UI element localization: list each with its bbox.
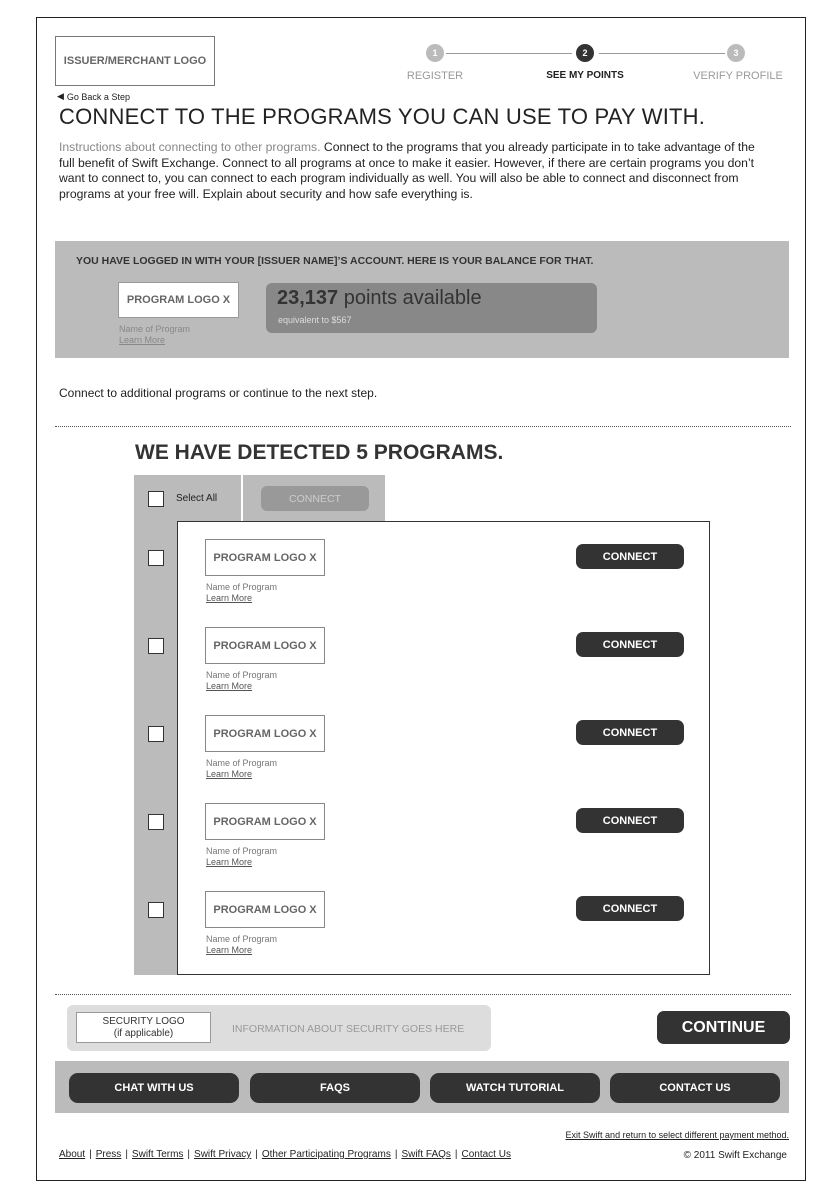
- program-checkbox[interactable]: [148, 726, 164, 742]
- go-back-link[interactable]: ◀ Go Back a Step: [57, 91, 130, 102]
- program-logo: PROGRAM LOGO X: [205, 715, 325, 752]
- contact-us-button[interactable]: CONTACT US: [610, 1073, 780, 1103]
- program-logo: PROGRAM LOGO X: [205, 627, 325, 664]
- program-checkbox[interactable]: [148, 814, 164, 830]
- learn-more-link[interactable]: Learn More: [119, 335, 166, 345]
- step-line: [446, 53, 572, 54]
- step-3-label: VERIFY PROFILE: [693, 70, 783, 82]
- program-logo: PROGRAM LOGO X: [205, 803, 325, 840]
- page-frame: [36, 17, 806, 1181]
- program-name: Name of Program: [206, 846, 278, 856]
- points-box: [266, 283, 597, 333]
- step-2-label: SEE MY POINTS: [546, 70, 624, 81]
- learn-more-link[interactable]: Learn More: [206, 681, 253, 691]
- footer-link-about[interactable]: About: [59, 1149, 86, 1160]
- additional-programs-text: Connect to additional programs or continue to the next step.: [59, 386, 378, 400]
- divider: [55, 426, 791, 427]
- divider: [55, 994, 791, 995]
- program-name: Name of Program: [206, 670, 278, 680]
- instructions: [59, 140, 773, 202]
- program-checkbox[interactable]: [148, 638, 164, 654]
- back-arrow-icon: ◀: [57, 91, 64, 101]
- footer-link-privacy[interactable]: Swift Privacy: [194, 1149, 252, 1160]
- merchant-logo: ISSUER/MERCHANT LOGO: [55, 36, 215, 86]
- instructions-lead: Instructions about connecting to other programs.: [59, 140, 321, 154]
- connect-all-button[interactable]: CONNECT: [261, 486, 369, 511]
- help-bar: [55, 1061, 789, 1113]
- points-label: points available: [343, 287, 482, 309]
- select-all-area: [134, 475, 241, 521]
- footer-link-press[interactable]: Press: [95, 1149, 122, 1160]
- learn-more-link[interactable]: Learn More: [206, 857, 253, 867]
- program-name: Name of Program: [119, 324, 191, 334]
- learn-more-link[interactable]: Learn More: [206, 769, 253, 779]
- program-connect-button[interactable]: CONNECT: [576, 544, 684, 569]
- footer-link-contact[interactable]: Contact Us: [461, 1149, 511, 1160]
- program-checkbox[interactable]: [148, 902, 164, 918]
- copyright: © 2011 Swift Exchange: [683, 1150, 787, 1161]
- security-bar: [67, 1005, 491, 1051]
- footer-link-faqs[interactable]: Swift FAQs: [401, 1149, 451, 1160]
- program-name: Name of Program: [206, 934, 278, 944]
- program-info: [206, 670, 277, 692]
- program-info: [206, 582, 277, 604]
- step-3-circle: 3: [727, 44, 745, 62]
- program-logo: PROGRAM LOGO X: [205, 539, 325, 576]
- program-connect-button[interactable]: CONNECT: [576, 808, 684, 833]
- faqs-button[interactable]: FAQS: [250, 1073, 420, 1103]
- connect-all-area: [243, 475, 385, 521]
- instructions-body: Connect to the programs that you already participate in to take advantage of the full benefit of Swift Exchange. Connect to all programs at once to make it easier. However, if there are certain programs you don’t want to connect to, you can connect to each program individually as well. You will also be able to connect and disconnect from programs at your free will. Explain about security and how safe everything is.: [59, 140, 755, 201]
- program-connect-button[interactable]: CONNECT: [576, 720, 684, 745]
- step-line: [599, 53, 725, 54]
- watch-tutorial-button[interactable]: WATCH TUTORIAL: [430, 1073, 600, 1103]
- page-title: CONNECT TO THE PROGRAMS YOU CAN USE TO PAY WITH.: [59, 104, 706, 129]
- program-info: [206, 846, 277, 868]
- program-info: [206, 758, 277, 780]
- program-connect-button[interactable]: CONNECT: [576, 632, 684, 657]
- balance-program-info: [119, 324, 190, 346]
- chat-with-us-button[interactable]: CHAT WITH US: [69, 1073, 239, 1103]
- security-logo: SECURITY LOGO (if applicable): [76, 1012, 211, 1043]
- points-equivalent: equivalent to $567: [278, 315, 352, 325]
- step-2-circle: 2: [576, 44, 594, 62]
- security-info: INFORMATION ABOUT SECURITY GOES HERE: [232, 1023, 465, 1035]
- continue-button[interactable]: CONTINUE: [657, 1011, 790, 1044]
- balance-panel: [55, 241, 789, 358]
- points-value: 23,137: [277, 287, 339, 309]
- learn-more-link[interactable]: Learn More: [206, 593, 253, 603]
- footer-link-other-programs[interactable]: Other Participating Programs: [261, 1149, 391, 1160]
- step-1-circle: 1: [426, 44, 444, 62]
- footer-link-terms[interactable]: Swift Terms: [131, 1149, 184, 1160]
- detected-title: WE HAVE DETECTED 5 PROGRAMS.: [135, 441, 504, 464]
- step-1-label: REGISTER: [406, 70, 464, 82]
- program-logo: PROGRAM LOGO X: [205, 891, 325, 928]
- program-info: [206, 934, 277, 956]
- footer-links: About | Press | Swift Terms | Swift Privacy | Other Participating Programs | Swift FAQs | Contact Us: [59, 1149, 511, 1160]
- program-connect-button[interactable]: CONNECT: [576, 896, 684, 921]
- learn-more-link[interactable]: Learn More: [206, 945, 253, 955]
- program-name: Name of Program: [206, 758, 278, 768]
- exit-swift-link[interactable]: Exit Swift and return to select different payment method.: [565, 1130, 789, 1140]
- balance-heading: YOU HAVE LOGGED IN WITH YOUR [ISSUER NAME]’S ACCOUNT. HERE IS YOUR BALANCE FOR THAT.: [76, 255, 594, 267]
- select-all-label: Select All: [176, 493, 218, 504]
- balance-program-logo: PROGRAM LOGO X: [118, 282, 239, 318]
- program-checkbox[interactable]: [148, 550, 164, 566]
- select-all-checkbox[interactable]: [148, 491, 164, 507]
- program-name: Name of Program: [206, 582, 278, 592]
